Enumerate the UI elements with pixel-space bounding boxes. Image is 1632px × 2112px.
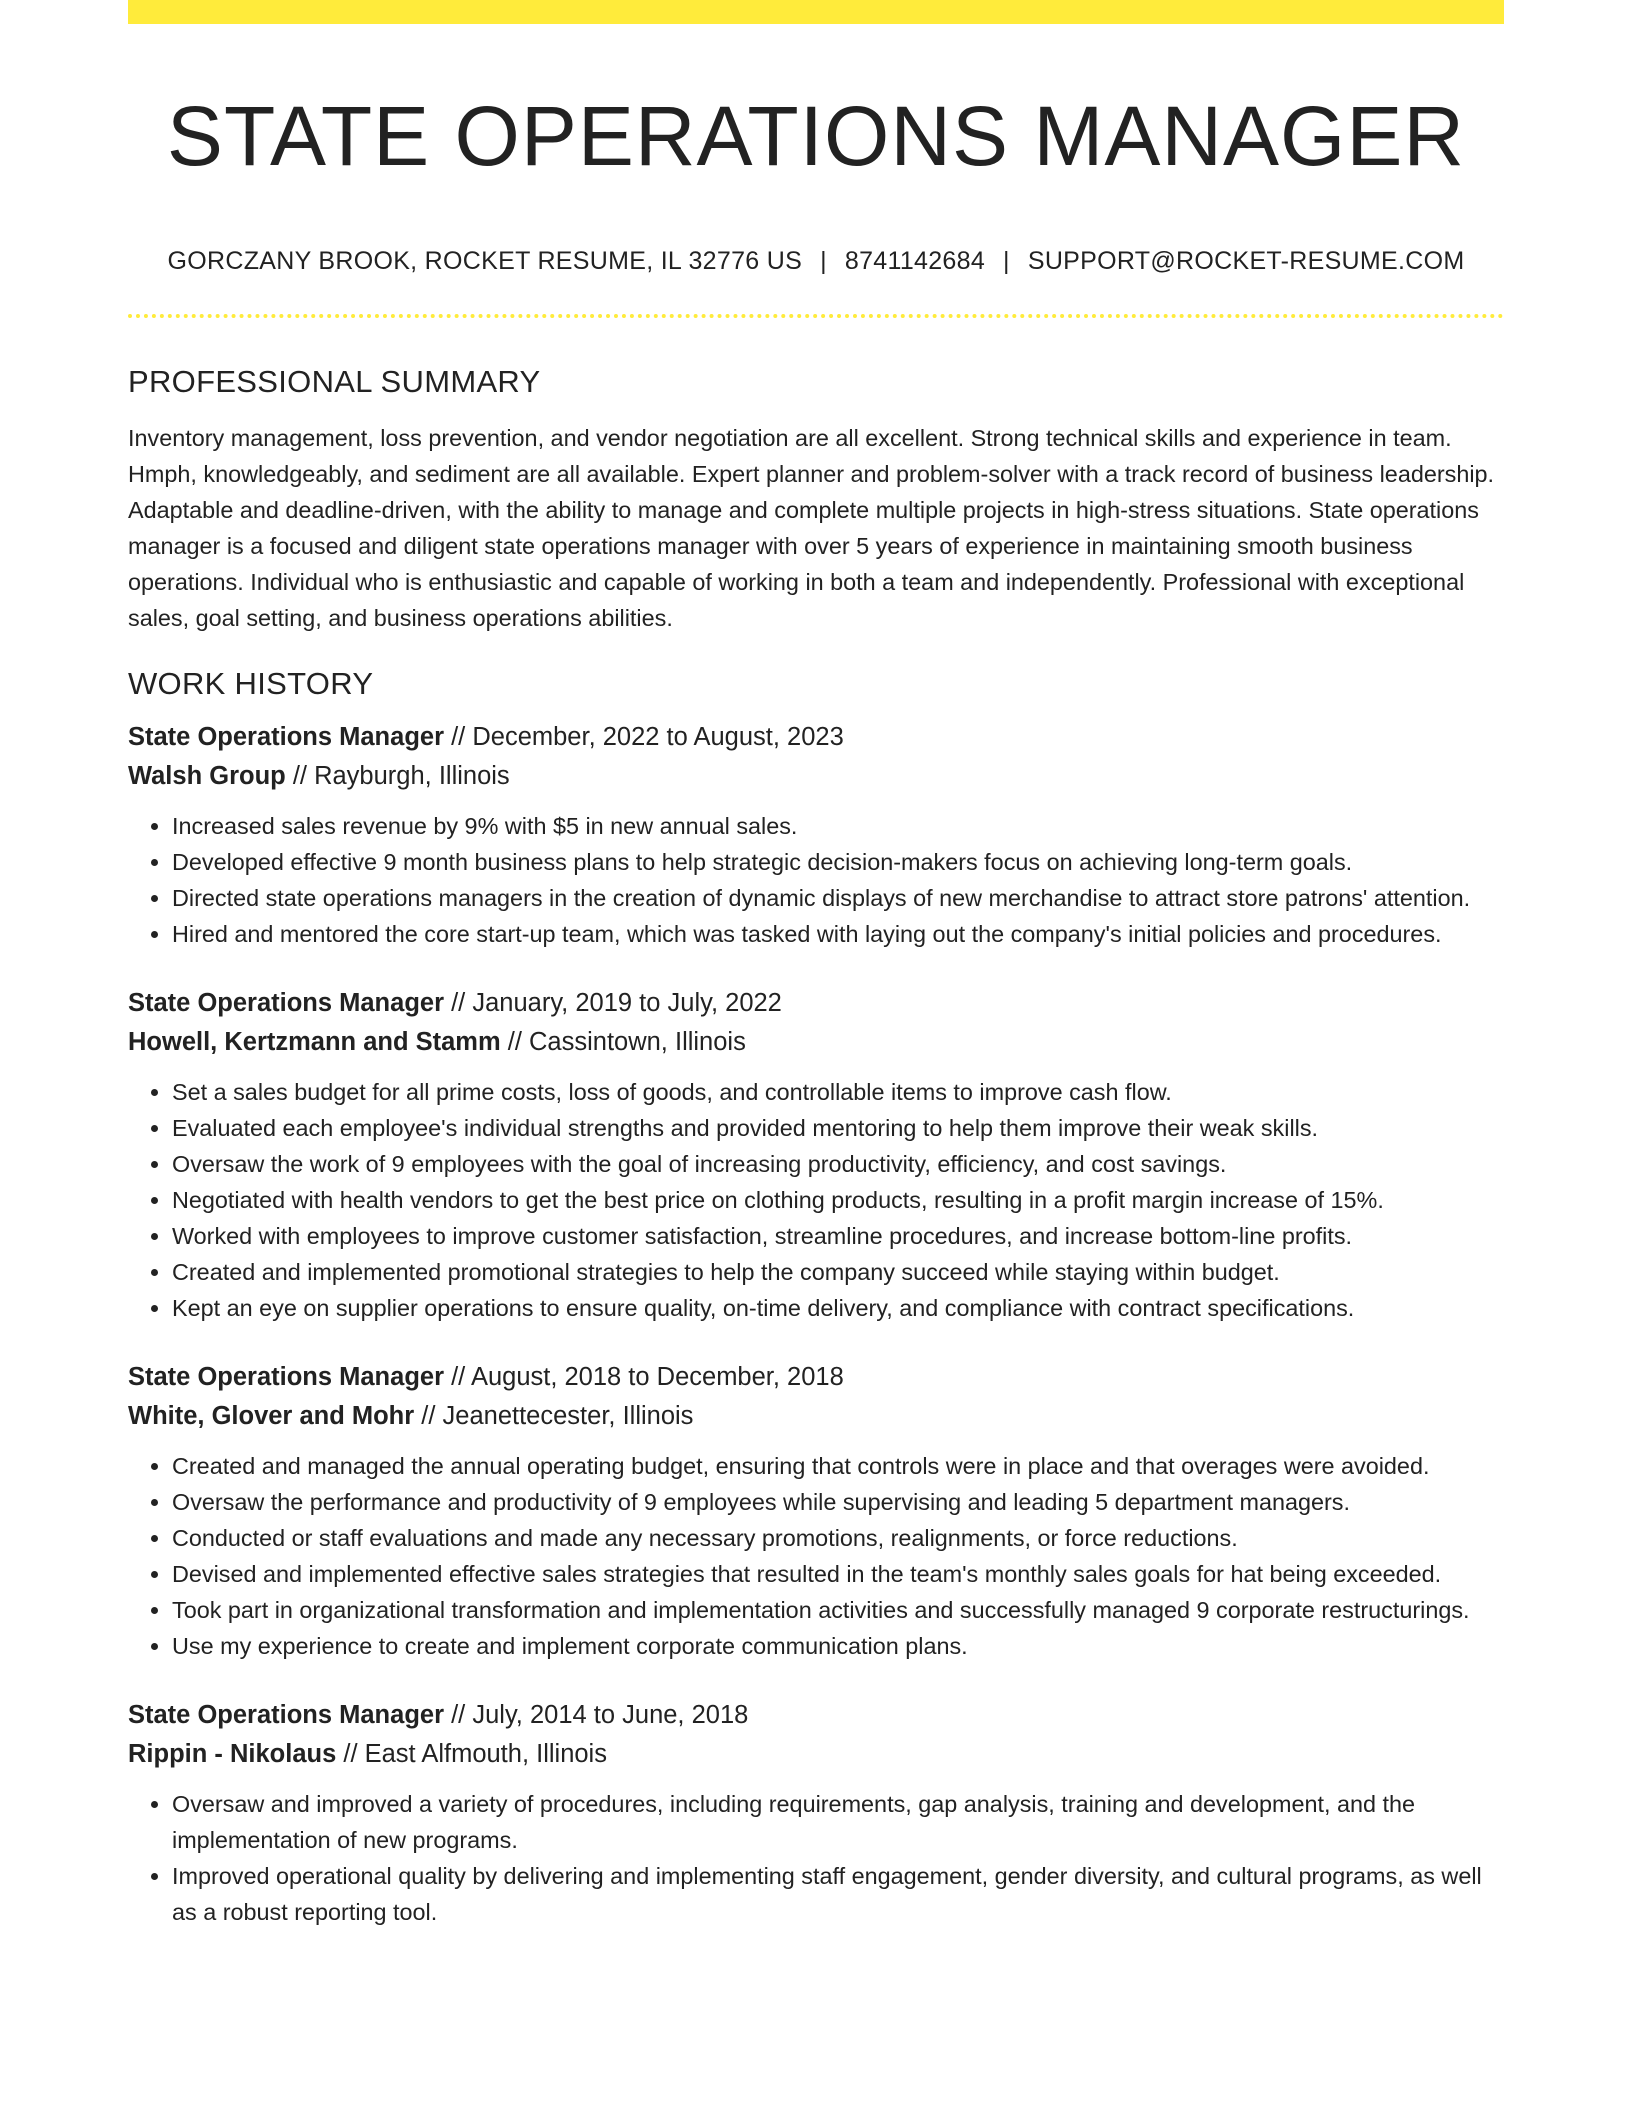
page-title: STATE OPERATIONS MANAGER [166, 89, 1466, 183]
top-accent-bar [128, 0, 1504, 24]
job-entry [128, 718, 1504, 952]
job-dates: // January, 2019 to July, 2022 [451, 989, 782, 1017]
job-title-line [128, 718, 1504, 757]
job-title: State Operations Manager [128, 723, 444, 751]
job-location: // East Alfmouth, Illinois [343, 1740, 607, 1768]
job-duties-list [128, 1448, 1504, 1664]
resume-page [128, 0, 1504, 1930]
list-item: • Directed state operations managers in the creation of dynamic displays of new merchandise to attract store patrons' attention. [172, 880, 1504, 916]
job-duties-list [128, 1074, 1504, 1326]
list-item: • Set a sales budget for all prime costs, loss of goods, and controllable items to improve cash flow. [172, 1074, 1504, 1110]
list-item: • Increased sales revenue by 9% with $5 in new annual sales. [172, 808, 1504, 844]
list-item: • Developed effective 9 month business plans to help strategic decision-makers focus on achieving long-term goals. [172, 844, 1504, 880]
job-company-line [128, 1397, 1504, 1436]
job-company: Howell, Kertzmann and Stamm [128, 1028, 501, 1056]
job-title-line [128, 1696, 1504, 1735]
job-dates: // August, 2018 to December, 2018 [451, 1363, 844, 1391]
job-company-line [128, 757, 1504, 796]
list-item: • Oversaw the performance and productivity of 9 employees while supervising and leading 5 department managers. [172, 1484, 1504, 1520]
list-item: • Created and implemented promotional strategies to help the company succeed while staying within budget. [172, 1254, 1504, 1290]
dotted-divider [128, 314, 1504, 318]
job-location: // Cassintown, Illinois [507, 1028, 746, 1056]
contact-email: SUPPORT@ROCKET-RESUME.COM [1027, 247, 1465, 275]
job-entry [128, 984, 1504, 1326]
contact-separator: | [1003, 247, 1010, 275]
contact-address: GORCZANY BROOK, ROCKET RESUME, IL 32776 US [167, 247, 803, 275]
list-item: • Oversaw and improved a variety of procedures, including requirements, gap analysis, training and development, and the implementation of new programs. [172, 1786, 1504, 1858]
job-title: State Operations Manager [128, 1363, 444, 1391]
list-item: • Use my experience to create and implement corporate communication plans. [172, 1628, 1504, 1664]
work-history-list [128, 718, 1504, 1930]
job-dates: // December, 2022 to August, 2023 [451, 723, 844, 751]
job-title-line [128, 984, 1504, 1023]
job-company-line [128, 1023, 1504, 1062]
job-company: Rippin - Nikolaus [128, 1740, 337, 1768]
job-title-line [128, 1358, 1504, 1397]
list-item: • Devised and implemented effective sales strategies that resulted in the team's monthly sales goals for hat being exceeded. [172, 1556, 1504, 1592]
list-item: • Oversaw the work of 9 employees with the goal of increasing productivity, efficiency, and cost savings. [172, 1146, 1504, 1182]
job-title: State Operations Manager [128, 989, 444, 1017]
job-dates: // July, 2014 to June, 2018 [451, 1701, 749, 1729]
work-history-heading: WORK HISTORY [128, 666, 374, 701]
list-item: • Improved operational quality by delivering and implementing staff engagement, gender diversity, and cultural programs, as well as a robust reporting tool. [172, 1858, 1504, 1930]
list-item: • Conducted or staff evaluations and made any necessary promotions, realignments, or force reductions. [172, 1520, 1504, 1556]
list-item: • Evaluated each employee's individual strengths and provided mentoring to help them improve their weak skills. [172, 1110, 1504, 1146]
job-company: Walsh Group [128, 762, 286, 790]
contact-phone: 8741142684 [844, 247, 986, 275]
job-company-line [128, 1735, 1504, 1774]
summary-heading: PROFESSIONAL SUMMARY [128, 364, 541, 399]
job-company: White, Glover and Mohr [128, 1402, 415, 1430]
job-title: State Operations Manager [128, 1701, 444, 1729]
job-duties-list [128, 1786, 1504, 1930]
list-item: • Negotiated with health vendors to get the best price on clothing products, resulting in a profit margin increase of 15%. [172, 1182, 1504, 1218]
job-entry [128, 1696, 1504, 1930]
list-item: • Worked with employees to improve customer satisfaction, streamline procedures, and increase bottom-line profits. [172, 1218, 1504, 1254]
list-item: • Hired and mentored the core start-up team, which was tasked with laying out the company's initial policies and procedures. [172, 916, 1504, 952]
list-item: • Kept an eye on supplier operations to ensure quality, on-time delivery, and compliance with contract specifications. [172, 1290, 1504, 1326]
job-location: // Jeanettecester, Illinois [421, 1402, 694, 1430]
contact-separator: | [820, 247, 827, 275]
list-item: • Took part in organizational transformation and implementation activities and successfully managed 9 corporate restructurings. [172, 1592, 1504, 1628]
job-entry [128, 1358, 1504, 1664]
contact-line [128, 244, 1504, 278]
list-item: • Created and managed the annual operating budget, ensuring that controls were in place and that overages were avoided. [172, 1448, 1504, 1484]
job-location: // Rayburgh, Illinois [292, 762, 510, 790]
job-duties-list [128, 808, 1504, 952]
summary-paragraph: Inventory management, loss prevention, and vendor negotiation are all excellent. Strong technical skills and experience in team. Hmph, knowledgeably, and sediment are all available. Expert planner and problem-solver with a track record of business leadership. Adaptable and deadline-driven, with the ability to manage and complete multiple projects in high-stress situations. State operations manager is a focused and diligent state operations manager with over 5 years of experience in maintaining smooth business operations. Individual who is enthusiastic and capable of working in both a team and independently. Professional with exceptional sales, goal setting, and business operations abilities. [128, 425, 1495, 631]
